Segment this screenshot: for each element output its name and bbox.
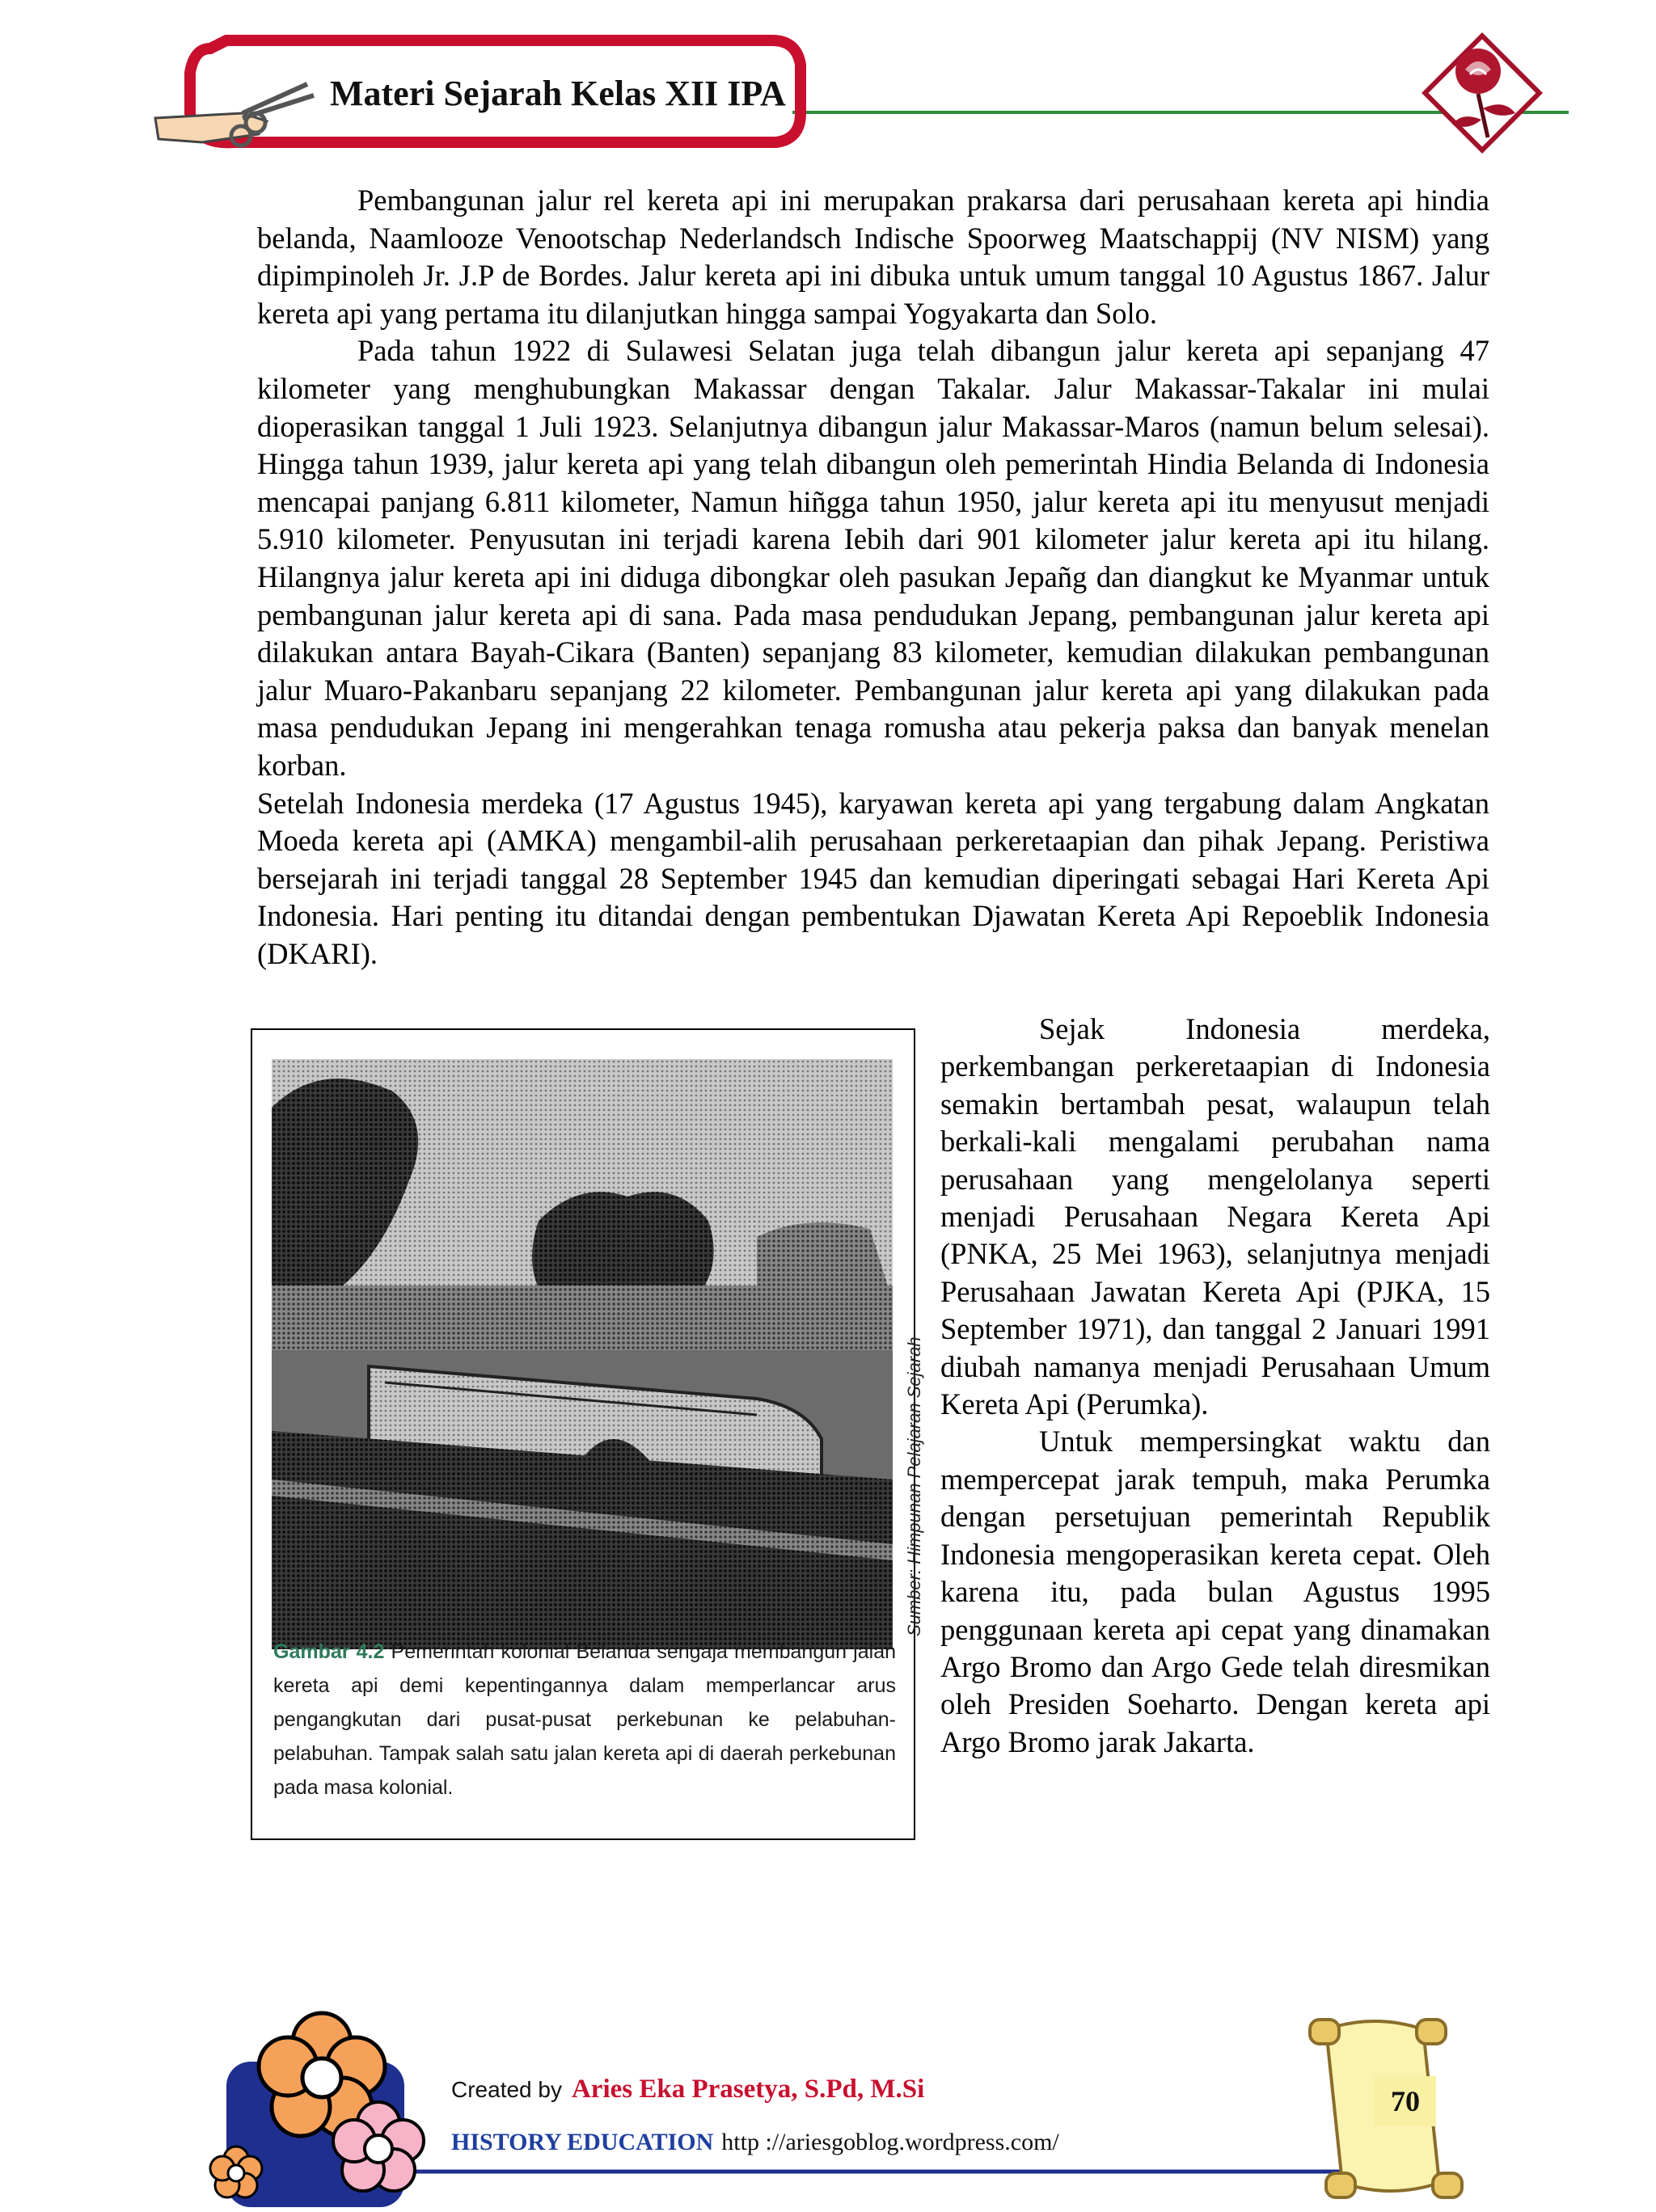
rose-icon — [1413, 24, 1551, 162]
footer-history — [451, 2129, 1059, 2156]
author-name: Aries Eka Prasetya, S.Pd, M.Si — [571, 2075, 925, 2104]
history-education-label: HISTORY EDUCATION — [451, 2129, 714, 2155]
paragraph-2: Pada tahun 1922 di Sulawesi Selatan juga telah dibangun jalur kereta api sepanjang 47 kilometer yang menghubungkan Makassar dengan Takalar. Jalur Makassar-Takalar ini mulai dioperasikan tanggal 1 Juli 1923. Selanjutnya dibangun jalur Makassar-Maros (namun belum selesai). Hingga tahun 1939, jalur kereta api yang telah dibangun oleh pemerintah Hindia Belanda di Indonesia mencapai panjang 6.811 kilometer, Namun hiñgga tahun 1950, jalur kereta api itu menyusut menjadi 5.910 kilometer. Penyusutan ini terjadi karena Iebih dari 901 kilometer jalur kereta api itu hilang. Hilangnya jalur kereta api ini diduga dibongkar oleh pasukan Jepañg dan diangkut ke Myanmar untuk pembangunan jalur kereta api di sana. Pada masa pendudukan Jepang, pembangunan jalur kereta api dilakukan antara Bayah-Cikara (Banten) sepanjang 83 kilometer, kemudian dilakukan pembangunan jalur Muaro-Pakanbaru sepanjang 22 kilometer. Pembangunan jalur kereta api yang dilakukan pada masa pendudukan Jepang ini mengerahkan tenaga romusha atau pekerja paksa dan banyak menelan korban. — [257, 334, 1489, 782]
photo-source-label-wrap — [883, 1079, 924, 1636]
photo-source-label: Sumber: Himpunan Pelajaran Sejarah — [904, 1336, 924, 1636]
paragraph-3: Setelah Indonesia merdeka (17 Agustus 1945), karyawan kereta api yang tergabung dalam Angkatan Moeda kereta api (AMKA) mengambil-alih perusahaan perkeretaapian dan pihak Jepang. Peristiwa bersejarah ini terjadi tanggal 28 September 1945 dan kemudian diperingati sebagai Hari Kereta Api Indonesia. Hari penting itu ditandai dengan pembentukan Djawatan Kereta Api Repoeblik Indonesia (DKARI). — [257, 786, 1489, 970]
page-number: 70 — [1391, 2085, 1420, 2117]
figure-caption-text: Pemerintah kolonial Belanda sengaja membangun jalan kereta api demi kepentingannya dalam memperlancar arus pengangkutan dari pusat-pusat perkebunan ke pelabuhan-pelabuhan. Tampak salah satu jalan kereta api di daerah perkebunan pada masa kolonial. — [273, 1640, 896, 1799]
right-column-text — [940, 1011, 1490, 1761]
figure-caption-label: Gambar 4.2 — [273, 1640, 385, 1663]
footer-created-by — [451, 2075, 924, 2104]
header-title: Materi Sejarah Kelas XII IPA — [330, 74, 786, 113]
main-content — [257, 182, 1489, 973]
right-paragraph-2: Untuk mempersingkat waktu dan mempercepat jarak tempuh, maka Perumka dengan persetujuan pemerintah Republik Indonesia mengoperasikan kereta cepat. Oleh karena itu, pada bulan Agustus 1995 penggunaan kereta api cepat yang dinamakan Argo Bromo dan Argo Gede telah diresmikan oleh Presiden Soeharto. Dengan kereta api Argo Bromo jarak Jakarta. — [940, 1425, 1490, 1758]
page-header — [0, 0, 1656, 162]
figure-railway-photo — [251, 1028, 924, 1840]
created-by-label: Created by — [451, 2077, 562, 2102]
paragraph-1: Pembangunan jalur rel kereta api ini merupakan prakarsa dari perusahaan kereta api hindia belanda, Naamlooze Venootschap Nederlandsch Indische Spoorweg Maatschappij (NV NISM) yang dipimpinoleh Jr. J.P de Bordes. Jalur kereta api ini dibuka untuk umum tanggal 10 Agustus 1867. Jalur kereta api yang pertama itu dilanjutkan hingga sampai Yogyakarta dan Solo. — [257, 184, 1489, 330]
figure-caption — [273, 1635, 896, 1805]
railway-photo-image — [272, 1059, 893, 1649]
right-paragraph-1: Sejak Indonesia merdeka, perkembangan perkeretaapian di Indonesia semakin bertambah pesat, walaupun telah berkali-kali mengalami perubahan nama perusahaan yang mengelolanya seperti menjadi Perusahaan Negara Kereta Api (PNKA, 25 Mei 1963), selanjutnya menjadi Perusahaan Jawatan Kereta Api (PJKA, 15 September 1971), dan tanggal 2 Januari 1991 diubah namanya menjadi Perusahaan Umum Kereta Api (Perumka). — [940, 1012, 1490, 1421]
railway-photo — [272, 1059, 893, 1649]
header-banner-graphic — [0, 0, 1656, 162]
blog-url: http ://ariesgoblog.wordpress.com/ — [721, 2129, 1059, 2155]
